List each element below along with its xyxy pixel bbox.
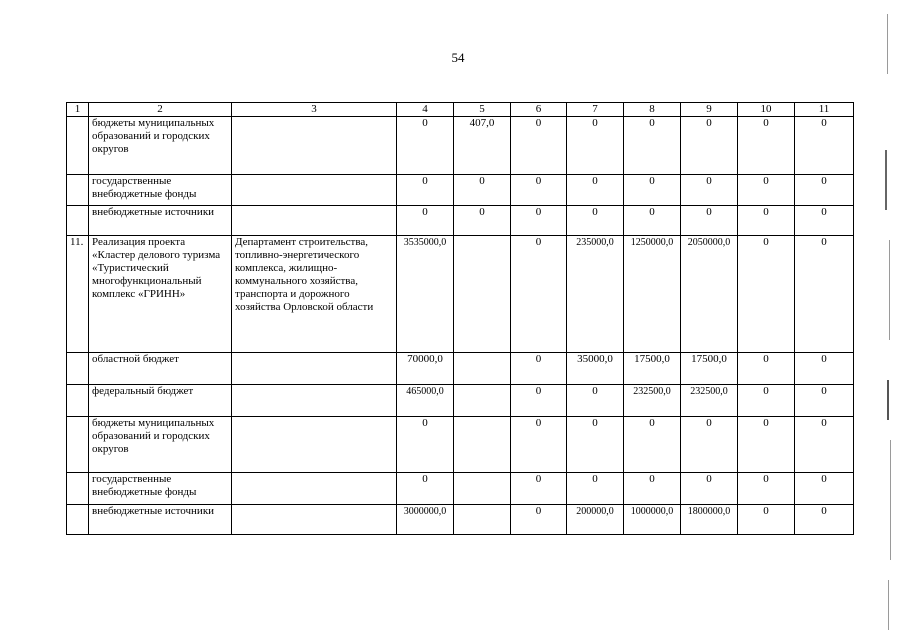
value-cell: 0 xyxy=(738,206,795,236)
value-cell: 0 xyxy=(795,117,854,175)
value-cell: 0 xyxy=(681,117,738,175)
value-cell: 0 xyxy=(454,206,511,236)
value-cell: 0 xyxy=(511,505,567,535)
value-cell: 0 xyxy=(795,473,854,505)
value-cell: 70000,0 xyxy=(397,353,454,385)
col-header: 10 xyxy=(738,103,795,117)
value-cell: 0 xyxy=(738,385,795,417)
value-cell: 0 xyxy=(397,206,454,236)
row-number xyxy=(67,206,89,236)
funding-source-name: областной бюджет xyxy=(89,353,232,385)
budget-table xyxy=(66,102,854,535)
value-cell: 0 xyxy=(511,385,567,417)
value-cell: 0 xyxy=(624,117,681,175)
funding-source-name: внебюджетные источники xyxy=(89,505,232,535)
responsible-department xyxy=(232,417,397,473)
responsible-department: Департамент строительства, топливно-энергетического комплекса, жилищно-коммунального хозяйства, транспорта и дорожного хозяйства Орловской области xyxy=(232,236,397,353)
col-header: 7 xyxy=(567,103,624,117)
value-cell: 0 xyxy=(567,117,624,175)
funding-source-name: государственные внебюджетные фонды xyxy=(89,473,232,505)
col-header: 1 xyxy=(67,103,89,117)
responsible-department xyxy=(232,505,397,535)
row-number: 11. xyxy=(67,236,89,353)
value-cell: 232500,0 xyxy=(681,385,738,417)
table-row xyxy=(67,117,854,175)
value-cell: 0 xyxy=(511,236,567,353)
value-cell: 0 xyxy=(795,175,854,206)
value-cell: 232500,0 xyxy=(624,385,681,417)
row-number xyxy=(67,175,89,206)
value-cell: 0 xyxy=(511,473,567,505)
value-cell: 2050000,0 xyxy=(681,236,738,353)
value-cell xyxy=(454,473,511,505)
value-cell: 0 xyxy=(681,206,738,236)
col-header: 11 xyxy=(795,103,854,117)
row-number xyxy=(67,417,89,473)
col-header: 2 xyxy=(89,103,232,117)
value-cell: 0 xyxy=(511,206,567,236)
value-cell: 0 xyxy=(454,175,511,206)
value-cell: 3535000,0 xyxy=(397,236,454,353)
table-row xyxy=(67,505,854,535)
row-number xyxy=(67,473,89,505)
column-numbers-row xyxy=(67,103,854,117)
value-cell: 0 xyxy=(397,117,454,175)
col-header: 3 xyxy=(232,103,397,117)
value-cell: 0 xyxy=(511,417,567,473)
col-header: 4 xyxy=(397,103,454,117)
value-cell: 0 xyxy=(738,505,795,535)
value-cell: 1800000,0 xyxy=(681,505,738,535)
row-number xyxy=(67,385,89,417)
value-cell: 0 xyxy=(567,385,624,417)
value-cell: 0 xyxy=(567,175,624,206)
table-row xyxy=(67,417,854,473)
value-cell: 0 xyxy=(738,353,795,385)
table-row xyxy=(67,473,854,505)
value-cell: 0 xyxy=(681,417,738,473)
value-cell: 0 xyxy=(738,417,795,473)
col-header: 9 xyxy=(681,103,738,117)
value-cell: 0 xyxy=(624,175,681,206)
responsible-department xyxy=(232,353,397,385)
funding-source-name: бюджеты муниципальных образований и городских округов xyxy=(89,417,232,473)
table-row xyxy=(67,236,854,353)
row-number xyxy=(67,117,89,175)
value-cell: 0 xyxy=(397,473,454,505)
value-cell: 0 xyxy=(795,206,854,236)
responsible-department xyxy=(232,385,397,417)
value-cell xyxy=(454,385,511,417)
value-cell: 0 xyxy=(624,473,681,505)
value-cell: 0 xyxy=(738,473,795,505)
value-cell: 200000,0 xyxy=(567,505,624,535)
value-cell: 0 xyxy=(567,417,624,473)
value-cell: 0 xyxy=(567,206,624,236)
value-cell xyxy=(454,353,511,385)
value-cell: 0 xyxy=(795,417,854,473)
responsible-department xyxy=(232,175,397,206)
funding-source-name: внебюджетные источники xyxy=(89,206,232,236)
value-cell: 0 xyxy=(738,117,795,175)
col-header: 8 xyxy=(624,103,681,117)
funding-source-name: государственные внебюджетные фонды xyxy=(89,175,232,206)
value-cell: 0 xyxy=(397,417,454,473)
value-cell: 17500,0 xyxy=(681,353,738,385)
value-cell: 0 xyxy=(795,505,854,535)
col-header: 5 xyxy=(454,103,511,117)
value-cell: 235000,0 xyxy=(567,236,624,353)
value-cell: 0 xyxy=(738,175,795,206)
value-cell: 1000000,0 xyxy=(624,505,681,535)
value-cell: 3000000,0 xyxy=(397,505,454,535)
value-cell: 35000,0 xyxy=(567,353,624,385)
value-cell: 17500,0 xyxy=(624,353,681,385)
value-cell xyxy=(454,236,511,353)
responsible-department xyxy=(232,117,397,175)
col-header: 6 xyxy=(511,103,567,117)
value-cell: 0 xyxy=(397,175,454,206)
value-cell xyxy=(454,417,511,473)
funding-source-name: Реализация проекта «Кластер делового туризма «Туристический многофункциональный комплекс «ГРИНН» xyxy=(89,236,232,353)
funding-source-name: федеральный бюджет xyxy=(89,385,232,417)
value-cell: 0 xyxy=(624,206,681,236)
value-cell: 0 xyxy=(511,175,567,206)
value-cell: 0 xyxy=(795,385,854,417)
value-cell: 0 xyxy=(681,175,738,206)
value-cell: 0 xyxy=(795,353,854,385)
responsible-department xyxy=(232,206,397,236)
value-cell: 0 xyxy=(738,236,795,353)
row-number xyxy=(67,505,89,535)
value-cell: 407,0 xyxy=(454,117,511,175)
funding-source-name: бюджеты муниципальных образований и городских округов xyxy=(89,117,232,175)
responsible-department xyxy=(232,473,397,505)
scan-edge-noise xyxy=(865,0,905,640)
value-cell: 0 xyxy=(511,353,567,385)
value-cell: 465000,0 xyxy=(397,385,454,417)
value-cell: 0 xyxy=(795,236,854,353)
table-row xyxy=(67,206,854,236)
table-row xyxy=(67,353,854,385)
value-cell: 1250000,0 xyxy=(624,236,681,353)
value-cell: 0 xyxy=(511,117,567,175)
table-row xyxy=(67,385,854,417)
page-number: 54 xyxy=(451,50,465,65)
value-cell: 0 xyxy=(681,473,738,505)
value-cell xyxy=(454,505,511,535)
value-cell: 0 xyxy=(567,473,624,505)
row-number xyxy=(67,353,89,385)
table-row xyxy=(67,175,854,206)
value-cell: 0 xyxy=(624,417,681,473)
